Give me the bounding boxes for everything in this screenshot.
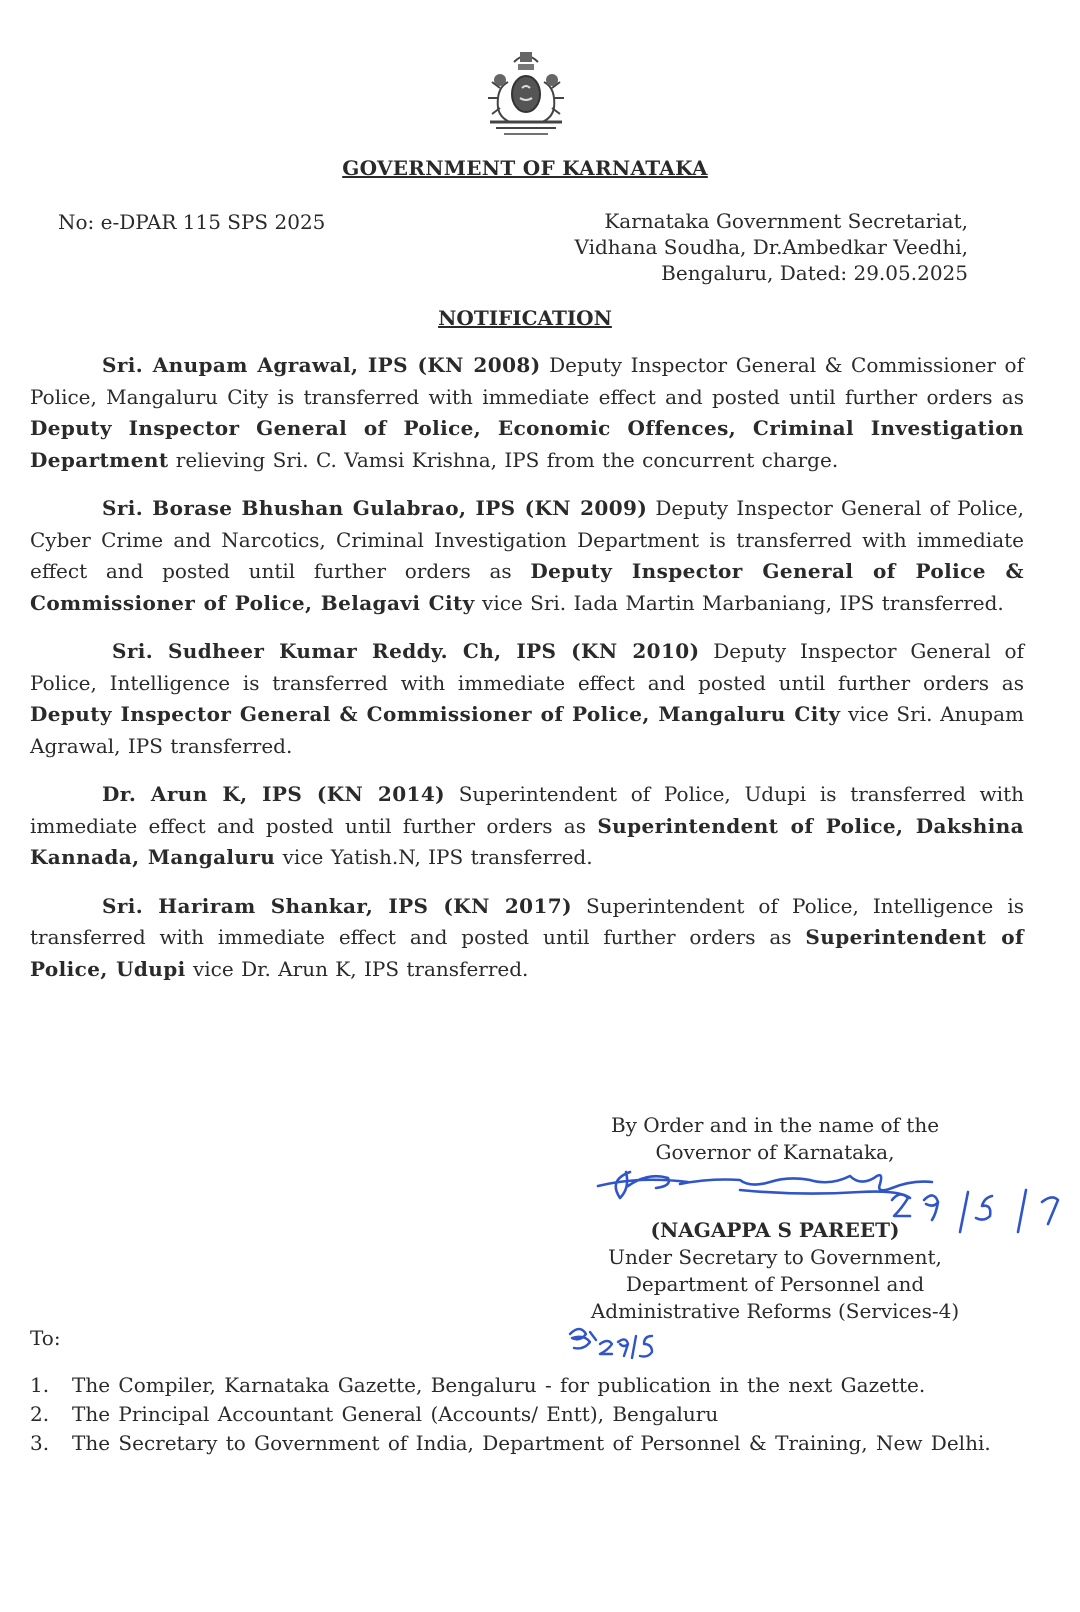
item-number: 1.	[30, 1373, 50, 1397]
designation-line: Administrative Reforms (Services-4)	[590, 1299, 960, 1323]
officer-name: Sri. Hariram Shankar, IPS (KN 2017)	[102, 893, 572, 918]
government-title: GOVERNMENT OF KARNATAKA	[342, 156, 708, 180]
transfer-text: vice Sri. Iada Martin Marbaniang, IPS transferred.	[474, 590, 1004, 615]
distribution-item	[30, 1401, 1024, 1427]
state-emblem-icon	[478, 48, 574, 140]
transfer-paragraph	[30, 350, 1024, 476]
distribution-label: To:	[30, 1326, 61, 1350]
officer-name: Sri. Borase Bhushan Gulabrao, IPS (KN 2009)	[102, 496, 648, 520]
date-line: Bengaluru, Dated: 29.05.2025	[661, 261, 968, 285]
transfer-text: Deputy Inspector General of Police, Cyber Crime and Narcotics, Criminal Investigation Department is transferred with immediate effect and posted until further orders as	[30, 496, 1024, 583]
transfer-paragraph	[30, 493, 1024, 619]
transfer-text: vice Sri. Anupam Agrawal, IPS transferred.	[30, 702, 1025, 758]
initials-mark	[560, 1322, 680, 1370]
item-number: 3.	[30, 1431, 50, 1455]
order-authority	[540, 1112, 1010, 1166]
address-line: Karnataka Government Secretariat,	[604, 209, 968, 233]
transfer-text: Superintendent of Police, Udupi is transferred with immediate effect and posted until further orders as	[30, 782, 1024, 838]
officer-name: Sri. Anupam Agrawal, IPS (KN 2008)	[102, 353, 541, 377]
designation-line: Under Secretary to Government,	[608, 1245, 942, 1269]
distribution-list	[30, 1372, 1024, 1459]
item-text: The Compiler, Karnataka Gazette, Bengaluru - for publication in the next Gazette.	[72, 1373, 926, 1397]
officer-name: Dr. Arun K, IPS (KN 2014)	[102, 782, 446, 806]
transfer-text: Deputy Inspector General & Commissioner of Police, Mangaluru City is transferred with immediate effect and posted until further orders as	[30, 353, 1024, 409]
order-line: Governor of Karnataka,	[655, 1140, 895, 1164]
order-line: By Order and in the name of the	[610, 1113, 940, 1137]
item-text: The Principal Accountant General (Accounts/ Entt), Bengaluru	[72, 1402, 719, 1426]
transfer-paragraph	[30, 779, 1024, 874]
transfer-text: vice Yatish.N, IPS transferred.	[275, 845, 593, 869]
distribution-item	[30, 1372, 1024, 1398]
new-posting: Deputy Inspector General of Police, Economic Offences, Criminal Investigation Department	[30, 416, 1024, 472]
new-posting: Superintendent of Police, Dakshina Kannada, Mangaluru	[30, 813, 1025, 869]
transfer-text: vice Dr. Arun K, IPS transferred.	[185, 956, 529, 981]
signatory-name: (NAGAPPA S PAREET)	[650, 1218, 900, 1242]
issuing-office-address	[575, 208, 969, 286]
officer-name: Sri. Sudheer Kumar Reddy. Ch, IPS (KN 2010)	[112, 639, 700, 663]
transfer-text: Deputy Inspector General of Police, Intelligence is transferred with immediate effect and posted until further orders as	[30, 639, 1024, 695]
reference-number: No: e-DPAR 115 SPS 2025	[58, 210, 326, 234]
transfer-paragraph	[30, 636, 1024, 762]
distribution-item	[30, 1430, 1024, 1456]
signatory-designation	[540, 1244, 1010, 1325]
transfer-paragraph	[30, 891, 1024, 986]
new-posting: Deputy Inspector General of Police & Commissioner of Police, Belagavi City	[30, 559, 1024, 615]
notification-body	[30, 350, 1024, 1002]
new-posting: Deputy Inspector General & Commissioner of Police, Mangaluru City	[30, 702, 841, 726]
designation-line: Department of Personnel and	[625, 1272, 925, 1296]
transfer-text: Superintendent of Police, Intelligence is transferred with immediate effect and posted until further orders as	[30, 893, 1024, 949]
new-posting: Superintendent of Police, Udupi	[30, 925, 1024, 981]
item-number: 2.	[30, 1402, 50, 1426]
address-line: Vidhana Soudha, Dr.Ambedkar Veedhi,	[574, 235, 968, 259]
transfer-text: relieving Sri. C. Vamsi Krishna, IPS from the concurrent charge.	[168, 447, 839, 472]
item-text: The Secretary to Government of India, Department of Personnel & Training, New Delhi.	[72, 1431, 991, 1455]
notification-heading: NOTIFICATION	[438, 306, 612, 330]
